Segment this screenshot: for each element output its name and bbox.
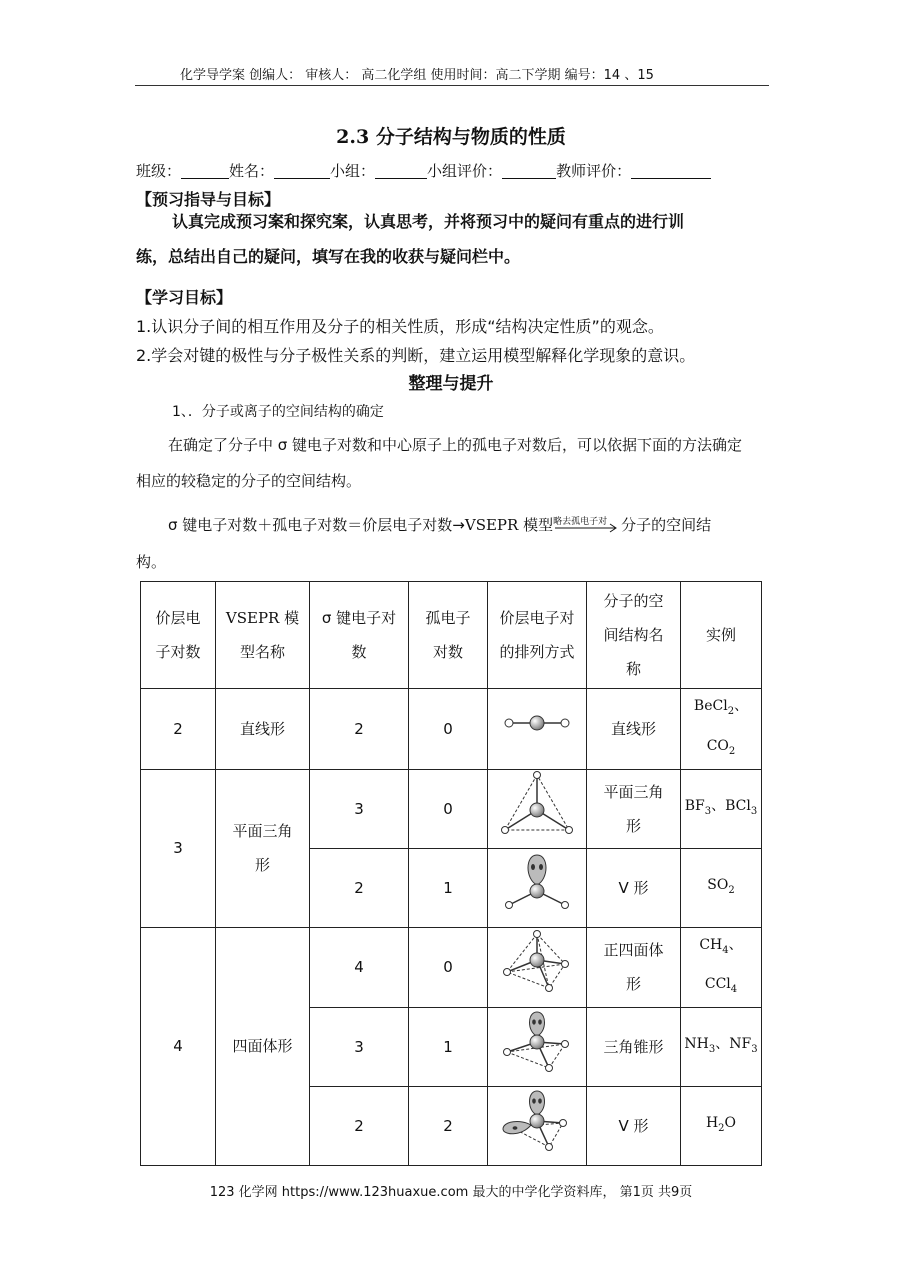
- para-line-1: 在确定了分子中 σ 键电子对数和中心原子上的孤电子对数后，可以依据下面的方法确定: [168, 436, 743, 454]
- cell-arrangement: [488, 1087, 587, 1166]
- section-title: 整理与提升: [408, 374, 494, 394]
- group-eval-label: 小组评价：: [427, 162, 503, 180]
- table-row: [141, 689, 762, 770]
- table-header-row: [141, 582, 762, 689]
- cell-arrangement: [488, 927, 587, 1008]
- cell-lone: 1: [409, 1008, 488, 1087]
- vsepr-label: VSEPR 模型: [464, 516, 554, 534]
- header-divider: [135, 85, 769, 86]
- cell-vp: 3: [141, 769, 216, 927]
- cell-sigma: 3: [310, 769, 409, 848]
- header-lone-pairs: 孤电子 对数: [409, 582, 488, 689]
- cell-example: $H_2O$: [681, 1087, 762, 1166]
- cell-shape: V 形: [587, 1087, 681, 1166]
- formula-part1: σ 键电子对数＋孤电子对数＝价层电子对数: [168, 516, 453, 534]
- goal-item-1: 1.认识分子间的相互作用及分子的相关性质，形成“结构决定性质”的观念。: [136, 317, 664, 336]
- name-label: 姓名：: [229, 162, 275, 180]
- preview-line-1: 认真完成预习案和探究案，认真思考，并将预习中的疑问有重点的进行训: [172, 212, 685, 231]
- cell-model: 平面三角 形: [216, 769, 310, 927]
- header-valence-pairs: 价层电 子对数: [141, 582, 216, 689]
- cell-shape: 正四面体 形: [587, 927, 681, 1008]
- cell-lone: 0: [409, 769, 488, 848]
- cell-sigma: 3: [310, 1008, 409, 1087]
- teacher-eval-label: 教师评价：: [556, 162, 632, 180]
- cell-vp: 4: [141, 927, 216, 1166]
- page-title: 2.3 分子结构与物质的性质: [336, 126, 566, 148]
- cell-sigma: 2: [310, 848, 409, 927]
- cell-example: $BF_3$、BCl$_3$: [681, 769, 762, 848]
- header-shape-name: 分子的空 间结构名 称: [587, 582, 681, 689]
- para-line-2: 相应的较稳定的分子的空间结构。: [136, 472, 362, 490]
- cell-arrangement: [488, 689, 587, 770]
- group-label: 小组：: [330, 162, 376, 180]
- teacher-eval-field[interactable]: [631, 164, 711, 179]
- bent-one-lone-pair-icon: [497, 849, 577, 915]
- linear-molecule-icon: [497, 708, 577, 738]
- group-field[interactable]: [375, 164, 427, 179]
- formula-line: [168, 513, 711, 537]
- cell-lone: 0: [409, 927, 488, 1008]
- group-eval-field[interactable]: [502, 164, 556, 179]
- preview-heading: 【预习指导与目标】: [136, 190, 281, 209]
- cell-sigma: 4: [310, 927, 409, 1008]
- cell-example: BeCl$_2$、 $CO_2$: [681, 689, 762, 770]
- header-arrangement: 价层电子对 的排列方式: [488, 582, 587, 689]
- cell-model: 直线形: [216, 689, 310, 770]
- table-row: [141, 927, 762, 1008]
- cell-example: $SO_2$: [681, 848, 762, 927]
- cell-shape: 直线形: [587, 689, 681, 770]
- goal-item-2: 2.学会对键的极性与分子极性关系的判断，建立运用模型解释化学现象的意识。: [136, 346, 696, 365]
- cell-example: $CH_4$、 CCl$_4$: [681, 927, 762, 1008]
- cell-arrangement: [488, 1008, 587, 1087]
- cell-lone: 1: [409, 848, 488, 927]
- class-label: 班级：: [136, 162, 182, 180]
- tetrahedral-icon: [497, 928, 577, 994]
- preview-line-2: 练，总结出自己的疑问，填写在我的收获与疑问栏中。: [136, 247, 521, 266]
- student-info-line: [136, 160, 711, 181]
- cell-shape: 三角锥形: [587, 1008, 681, 1087]
- cell-example: $NH_3$、$NF_3$: [681, 1008, 762, 1087]
- arrow-1: →: [452, 516, 465, 534]
- formula-part3: 构。: [136, 553, 167, 571]
- cell-shape: 平面三角 形: [587, 769, 681, 848]
- cell-vp: 2: [141, 689, 216, 770]
- header-examples: 实例: [681, 582, 762, 689]
- cell-model: 四面体形: [216, 927, 310, 1166]
- cell-sigma: 2: [310, 1087, 409, 1166]
- cell-sigma: 2: [310, 689, 409, 770]
- table-row: [141, 769, 762, 848]
- trigonal-planar-icon: [497, 770, 577, 836]
- header-vsepr-model: VSEPR 模 型名称: [216, 582, 310, 689]
- trigonal-pyramidal-icon: [497, 1008, 577, 1074]
- long-arrow-icon: [553, 520, 621, 536]
- cell-shape: V 形: [587, 848, 681, 927]
- page-header: 化学导学案 创编人： 审核人： 高二化学组 使用时间：高二下学期 编号：14 、15: [180, 68, 654, 83]
- goals-heading: 【学习目标】: [136, 288, 233, 307]
- vsepr-table: [140, 581, 762, 1166]
- header-sigma-pairs: σ 键电子对 数: [310, 582, 409, 689]
- bent-two-lone-pairs-icon: [497, 1087, 577, 1153]
- cell-lone: 0: [409, 689, 488, 770]
- cell-arrangement: [488, 769, 587, 848]
- cell-arrangement: [488, 848, 587, 927]
- page-footer: 123 化学网 https://www.123huaxue.com 最大的中学化学资料库， 第1页 共9页: [209, 1185, 693, 1200]
- arrow-2: [553, 518, 621, 534]
- formula-part2: 分子的空间结: [621, 516, 712, 534]
- arrow-2-label: 略去孤电子对: [553, 516, 608, 527]
- cell-lone: 2: [409, 1087, 488, 1166]
- name-field[interactable]: [274, 164, 330, 179]
- subsection-title: 1、．分子或离子的空间结构的确定: [172, 404, 384, 420]
- class-field[interactable]: [181, 164, 229, 179]
